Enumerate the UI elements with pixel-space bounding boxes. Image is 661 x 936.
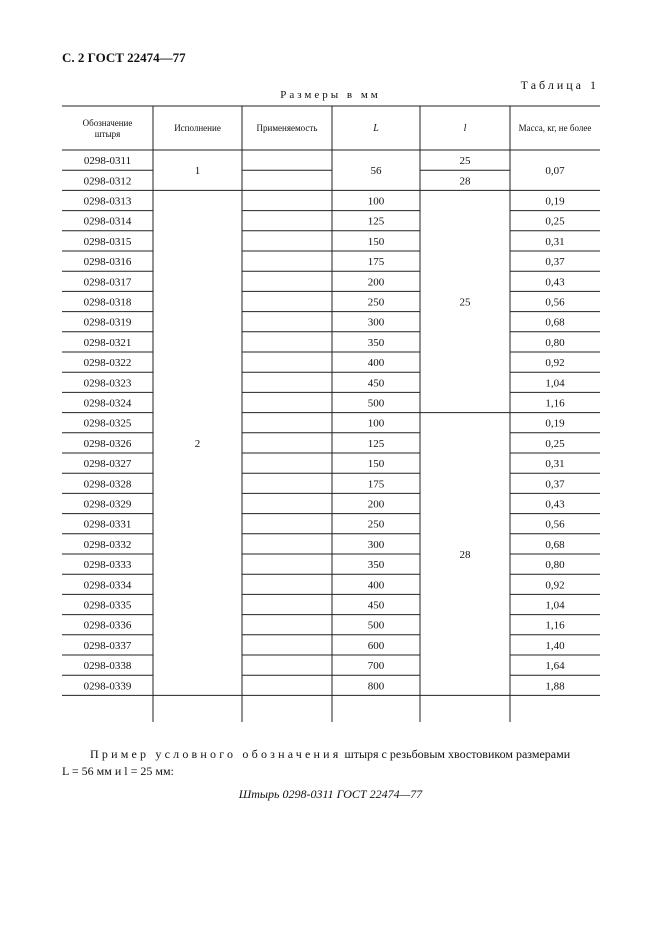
mass-cell: 0,43 (545, 498, 565, 511)
designation-cell: 0298-0325 (83, 417, 132, 430)
L-cell: 400 (367, 579, 385, 592)
L-cell: 350 (367, 559, 385, 572)
mass-cell: 0,25 (545, 215, 565, 228)
header-designation-line1: Обозначение (82, 118, 133, 128)
designation-cell: 0298-0322 (83, 357, 132, 370)
L-cell: 200 (367, 498, 385, 511)
L-cell: 150 (367, 235, 385, 248)
L-cell: 350 (367, 336, 385, 349)
designation-example (62, 746, 602, 780)
L-cell: 450 (367, 377, 385, 390)
designation-cell: 0298-0337 (83, 639, 132, 652)
mass-cell: 1,04 (545, 599, 565, 612)
table-label: Таблица 1 (520, 78, 599, 92)
mass-cell: 1,64 (545, 660, 565, 673)
mass-cell: 0,31 (545, 458, 565, 471)
designation-cell: 0298-0327 (83, 458, 132, 471)
header-l: l (463, 123, 467, 134)
L-cell: 400 (367, 357, 385, 370)
mass-cell: 0,68 (545, 538, 565, 551)
L-cell: 300 (367, 316, 385, 329)
mass-cell: 0,19 (545, 417, 565, 430)
designation-cell: 0298-0314 (83, 215, 132, 228)
designation-cell: 0298-0335 (83, 599, 132, 612)
designation-cell: 0298-0319 (83, 316, 132, 329)
mass-cell: 0,80 (545, 559, 565, 572)
designation-cell: 0298-0312 (83, 175, 132, 188)
designation-cell: 0298-0328 (83, 478, 132, 491)
example-line2: L = 56 мм и l = 25 мм: (62, 764, 174, 778)
L-cell: 450 (367, 599, 385, 612)
designation-cell: 0298-0333 (83, 559, 132, 572)
mass-cell: 0,31 (545, 235, 565, 248)
designation-cell: 0298-0331 (83, 518, 132, 531)
designation-cell: 0298-0316 (83, 256, 132, 269)
l-cell: 25 (459, 296, 471, 309)
L-cell: 300 (367, 538, 385, 551)
L-cell: 200 (367, 276, 385, 289)
mass-cell: 1,04 (545, 377, 565, 390)
mass-cell: 0,92 (545, 579, 565, 592)
designation-cell: 0298-0332 (83, 538, 132, 551)
designation-cell: 0298-0318 (83, 296, 132, 309)
mass-cell: 1,16 (545, 619, 565, 632)
L-cell: 175 (367, 478, 385, 491)
L-cell: 56 (370, 165, 382, 178)
mass-cell: 0,25 (545, 437, 565, 450)
L-cell: 125 (367, 437, 385, 450)
mass-cell: 0,19 (545, 195, 565, 208)
header-col: Применяемость (256, 123, 318, 133)
designation-cell: 0298-0324 (83, 397, 132, 410)
header-designation-line2: штыря (94, 129, 121, 139)
L-cell: 600 (367, 639, 385, 652)
designation-cell: 0298-0326 (83, 437, 132, 450)
header-mass: Масса, кг, не более (518, 123, 592, 133)
mass-cell: 0,43 (545, 276, 565, 289)
execution-cell: 2 (194, 437, 201, 450)
l-cell: 28 (459, 549, 471, 561)
mass-cell: 0,92 (545, 357, 565, 370)
L-cell: 150 (367, 458, 385, 471)
L-cell: 100 (367, 417, 385, 430)
mass-cell: 0,68 (545, 316, 565, 329)
L-cell: 125 (367, 215, 385, 228)
mass-cell: 0,37 (545, 478, 565, 491)
mass-cell: 0,07 (545, 165, 565, 178)
L-cell: 250 (367, 518, 385, 531)
L-cell: 500 (367, 397, 385, 410)
L-cell: 175 (367, 256, 385, 269)
designation-cell: 0298-0339 (83, 680, 132, 693)
l-cell: 25 (459, 155, 471, 168)
mass-cell: 0,37 (545, 256, 565, 269)
L-cell: 250 (367, 296, 385, 309)
designation-cell: 0298-0329 (83, 498, 132, 511)
L-cell: 800 (367, 680, 385, 693)
L-cell: 500 (367, 619, 385, 632)
designation-cell: 0298-0323 (83, 377, 132, 390)
mass-cell: 1,88 (545, 680, 565, 693)
mass-cell: 1,16 (545, 397, 565, 410)
designation-cell: 0298-0315 (83, 235, 132, 248)
designation-cell: 0298-0334 (83, 579, 132, 592)
example-lead: Пример условного обозначения (90, 747, 342, 761)
page-header: С. 2 ГОСТ 22474—77 (62, 50, 186, 65)
designation-cell: 0298-0338 (83, 660, 132, 673)
l-cell: 28 (459, 175, 471, 188)
header-L: L (373, 123, 379, 134)
header-col: Исполнение (174, 123, 221, 133)
execution-cell: 1 (194, 165, 201, 178)
designation-cell: 0298-0336 (83, 619, 132, 632)
mass-cell: 1,40 (545, 639, 565, 652)
designation-cell: 0298-0313 (83, 195, 132, 208)
designation-cell: 0298-0317 (83, 276, 132, 289)
mass-cell: 0,56 (545, 296, 565, 309)
mass-cell: 0,80 (545, 336, 565, 349)
L-cell: 700 (367, 660, 385, 673)
mass-cell: 0,56 (545, 518, 565, 531)
designation-cell: 0298-0311 (83, 155, 132, 168)
designation-cell: 0298-0321 (83, 336, 132, 349)
designation-formula: Штырь 0298-0311 ГОСТ 22474—77 (238, 787, 423, 801)
L-cell: 100 (367, 195, 385, 208)
example-rest: штыря с резьбовым хвостовиком размерами (341, 747, 571, 761)
dimensions-note: Размеры в мм (280, 89, 381, 101)
